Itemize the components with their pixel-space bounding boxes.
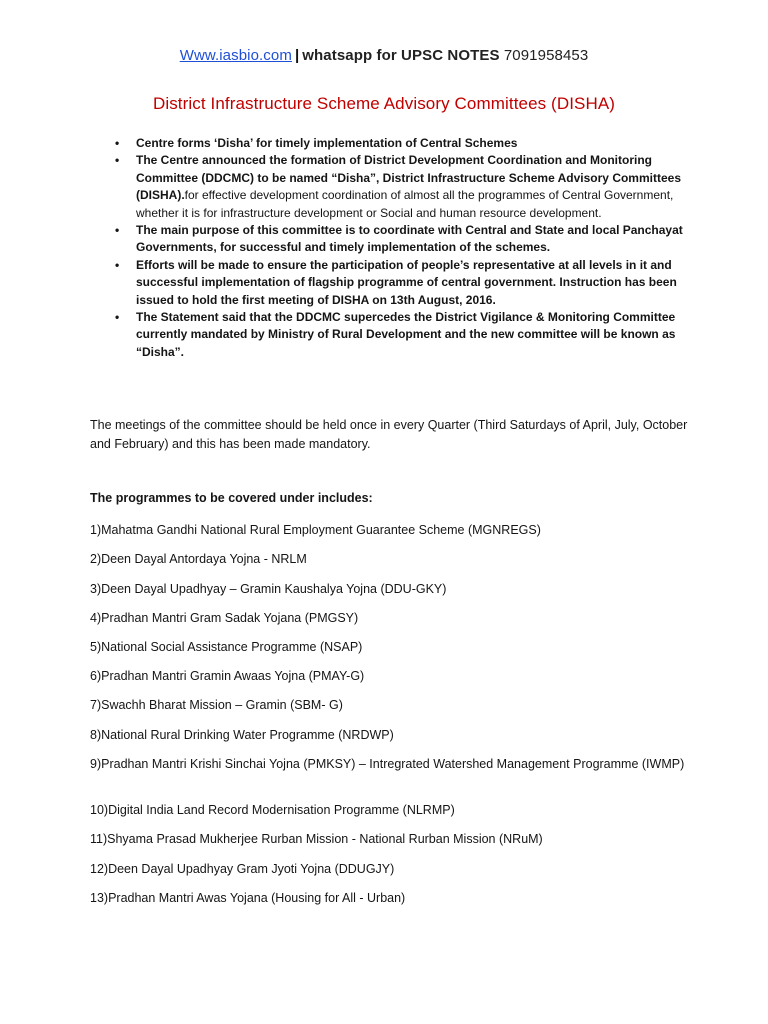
programme-item: 3)Deen Dayal Upadhyay – Gramin Kaushalya Yojna (DDU-GKY) — [90, 582, 447, 596]
bullet-bold-text: The main purpose of this committee is to coordinate with Central and State and local Panchayat Governments, for successful and timely implementation of the schemes. — [136, 223, 683, 255]
bullet-dot-icon: • — [115, 310, 120, 325]
programmes-heading: The programmes to be covered under includes: — [90, 491, 373, 505]
bullet-item — [114, 309, 694, 361]
whatsapp-number: 7091958453 — [503, 47, 589, 64]
programme-item: 8)National Rural Drinking Water Programme (NRDWP) — [90, 728, 394, 742]
bullet-dot-icon: • — [115, 223, 120, 238]
programme-item: 4)Pradhan Mantri Gram Sadak Yojana (PMGSY) — [90, 611, 359, 625]
bullet-dot-icon: • — [115, 153, 120, 168]
header-separator: | — [294, 47, 300, 64]
bullet-dot-icon: • — [115, 136, 120, 150]
whatsapp-note — [302, 47, 588, 64]
programme-item: 11)Shyama Prasad Mukherjee Rurban Mission - National Rurban Mission (NRuM) — [90, 832, 543, 846]
document-title: District Infrastructure Scheme Advisory Committees (DISHA) — [152, 94, 616, 113]
whatsapp-note-text: whatsapp for UPSC NOTES — [302, 47, 500, 64]
bullet-dot-icon: • — [115, 257, 120, 272]
bullet-list — [114, 135, 694, 361]
programme-item: 2)Deen Dayal Antordaya Yojna - NRLM — [90, 552, 307, 566]
bullet-bold-text: The Centre announced the formation of District Development Coordination and Monitoring Committee (DDCMC) to be named “Disha”, District Infrastructure Scheme Advisory Committees (DISHA). — [136, 153, 681, 203]
programme-item: 1)Mahatma Gandhi National Rural Employment Guarantee Scheme (MGNREGS) — [90, 523, 541, 537]
bullet-item — [114, 135, 694, 152]
bullet-bold-text: Centre forms ‘Disha’ for timely implementation of Central Schemes — [136, 136, 518, 150]
page-header — [0, 47, 768, 64]
programme-item: 9)Pradhan Mantri Krishi Sinchai Yojna (PMKSY) – Intregrated Watershed Management Programme (IWMP) — [90, 757, 685, 771]
bullet-semibold-text: Efforts will be made to ensure the participation of people’s representative at all levels in it and successful implementation of flagship programme of central government. Instruction has been issued to hold the first meeting of DISHA on 13th August, 2016. — [136, 257, 677, 307]
programme-item: 6)Pradhan Mantri Gramin Awaas Yojna (PMAY-G) — [90, 669, 365, 683]
website-link[interactable]: Www.iasbio.com — [179, 47, 292, 64]
bullet-item — [114, 257, 694, 309]
bullet-item — [114, 152, 694, 222]
bullet-normal-text: for effective development coordination of almost all the programmes of Central Government, whether it is for infrastructure development or Social and human resource development. — [136, 188, 674, 220]
bullet-bold-text: The Statement said that the DDCMC supercedes the District Vigilance & Monitoring Committee currently mandated by Ministry of Rural Development and the new committee will be known as “Disha”. — [136, 310, 676, 359]
programme-item: 5)National Social Assistance Programme (NSAP) — [90, 640, 363, 654]
programme-item: 12)Deen Dayal Upadhyay Gram Jyoti Yojna (DDUGJY) — [90, 862, 395, 876]
bullet-item — [114, 222, 694, 257]
programme-item: 10)Digital India Land Record Modernisation Programme (NLRMP) — [90, 803, 455, 817]
meeting-paragraph: The meetings of the committee should be held once in every Quarter (Third Saturdays of April, July, October and February) and this has been made mandatory. — [90, 418, 688, 451]
programme-item: 7)Swachh Bharat Mission – Gramin (SBM- G) — [90, 698, 343, 712]
programme-item: 13)Pradhan Mantri Awas Yojana (Housing for All - Urban) — [90, 891, 406, 905]
